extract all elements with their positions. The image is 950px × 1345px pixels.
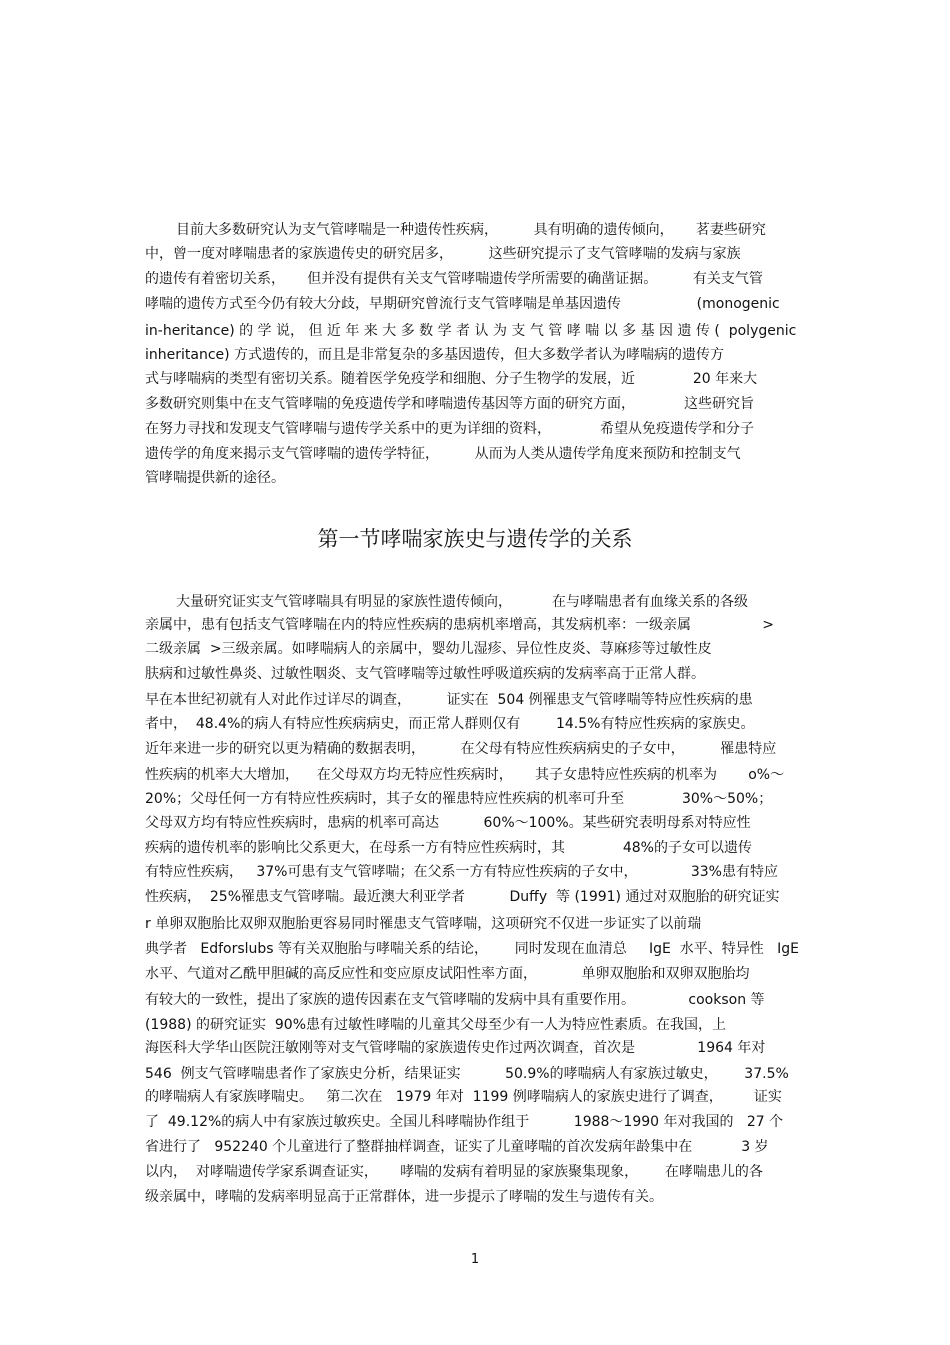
paragraph1-line-4: 哮喘的遗传方式至今仍有较大分歧，早期研究曾流行支气管哮喘是单基因遗传 (monogenic [145, 296, 780, 312]
paragraph2-line-16: 水平、气道对乙酰甲胆碱的高反应性和变应原皮试阳性率方面， 单卵双胞胎和双卵双胞胎均 [145, 966, 750, 982]
paragraph2-line-7: 近年来进一步的研究以更为精确的数据表明， 在父母有特应性疾病病史的子女中， 罹患特应 [145, 741, 777, 757]
paragraph2-line-3: 二级亲属 >三级亲属。如哮喘病人的亲属中，婴幼儿湿疹、异位性皮炎、荨麻疹等过敏性皮 [145, 641, 712, 657]
paragraph2-line-1: 大量研究证实支气管哮喘具有明显的家族性遗传倾向， 在与哮喘患者有血缘关系的各级 [176, 594, 749, 610]
paragraph2-line-4: 肤病和过敏性鼻炎、过敏性咽炎、支气管哮喘等过敏性呼吸道疾病的发病率高于正常人群。 [145, 666, 705, 682]
section-title: 第一节哮喘家族史与遗传学的关系 [317, 527, 633, 551]
paragraph2-line-12: 有特应性疾病， 37%可患有支气管哮喘；在父系一方有特应性疾病的子女中， 33%患有特应 [145, 864, 778, 880]
paragraph1-line-1: 目前大多数研究认为支气管哮喘是一种遗传性疾病， 具有明确的遗传倾向， 茗妻些研究 [176, 222, 766, 238]
paragraph1-line-5: in-heritance) 的 学 说， 但 近 年 来 大 多 数 学 者 认 为 支 气 管 哮 喘 以 多 基 因 遗 传 ( polygenic [145, 323, 797, 339]
paragraph1-line-9: 在努力寻找和发现支气管哮喘与遗传学关系中的更为详细的资料， 希望从免疫遗传学和分子 [145, 421, 754, 437]
paragraph2-line-9: 20%；父母任何一方有特应性疾病时，其子女的罹患特应性疾病的机率可升至 30%～50%； [145, 791, 773, 807]
paragraph2-line-13: 性疾病， 25%罹患支气管哮喘。最近澳大利亚学者 Duffy 等 (1991) 通过对双胞胎的研究证实 [145, 889, 780, 905]
paragraph2-line-11: 疾病的遗传机率的影响比父系更大，在母系一方有特应性疾病时，其 48%的子女可以遗传 [145, 840, 752, 856]
paragraph2-line-15: 典学者 Edforslubs 等有关双胞胎与哮喘关系的结论， 同时发现在血清总 IgE 水平、特异性 IgE [145, 941, 799, 957]
paragraph2-line-25: 级亲属中，哮喘的发病率明显高于正常群体，进一步提示了哮喘的发生与遗传有关。 [145, 1189, 663, 1205]
paragraph1-line-11: 管哮喘提供新的途径。 [145, 470, 285, 486]
paragraph1-line-7: 式与哮喘病的类型有密切关系。随着医学免疫学和细胞、分子生物学的发展，近 20 年来大 [145, 371, 758, 387]
paragraph1-line-10: 遗传学的角度来揭示支气管哮喘的遗传学特征， 从而为人类从遗传学角度来预防和控制支气 [145, 446, 741, 462]
paragraph2-line-21: 的哮喘病人有家族哮喘史。 第二次在 1979 年对 1199 例哮喘病人的家族史进行了调查， 证实 [145, 1089, 782, 1105]
paragraph1-line-3: 的遗传有着密切关系， 但并没有提供有关支气管哮喘遗传学所需要的确凿证据。 有关支气管 [145, 271, 763, 287]
paragraph2-line-5: 早在本世纪初就有人对此作过详尽的调查， 证实在 504 例罹患支气管哮喘等特应性疾病的患 [145, 692, 753, 708]
paragraph2-line-2: 亲属中，患有包括支气管哮喘在内的特应性疾病的患病机率增高，其发病机率：一级亲属 > [145, 617, 774, 633]
paragraph2-line-18: (1988) 的研究证实 90%患有过敏性哮喘的儿童其父母至少有一人为特应性素质。在我国，上 [145, 1017, 727, 1033]
paragraph2-line-14: r 单卵双胞胎比双卵双胞胎更容易同时罹患支气管哮喘，这项研究不仅进一步证实了以前瑞 [145, 916, 702, 932]
paragraph2-line-6: 者中， 48.4%的病人有特应性疾病病史，而正常人群则仅有 14.5%有特应性疾病的家族史。 [145, 716, 755, 732]
paragraph2-line-24: 以内， 对哮喘遗传学家系调查证实， 哮喘的发病有着明显的家族聚集现象， 在哮喘患儿的各 [145, 1164, 763, 1180]
page-number: 1 [470, 1252, 480, 1267]
paragraph2-line-19: 海医科大学华山医院汪敏刚等对支气管哮喘的家族遗传史作过两次调查，首次是 1964 年对 [145, 1040, 766, 1056]
paragraph1-line-2: 中，曾一度对哮喘患者的家族遗传史的研究居多， 这些研究提示了支气管哮喘的发病与家族 [145, 246, 741, 262]
paragraph1-line-6: inheritance) 方式遗传的，而且是非常复杂的多基因遗传，但大多数学者认为哮喘病的遗传方 [145, 347, 725, 363]
paragraph2-line-20: 546 例支气管哮喘患者作了家族史分析，结果证实 50.9%的哮喘病人有家族过敏史， 37.5% [145, 1066, 789, 1082]
paragraph2-line-22: 了 49.12%的病人中有家族过敏疾史。全国儿科哮喘协作组于 1988～1990 年对我国的 27 个 [145, 1114, 784, 1130]
paragraph2-line-10: 父母双方均有特应性疾病时，患病的机率可高达 60%～100%。某些研究表明母系对特应性 [145, 815, 751, 831]
paragraph1-line-8: 多数研究则集中在支气管哮喘的免疫遗传学和哮喘遗传基因等方面的研究方面， 这些研究旨 [145, 396, 754, 412]
paragraph2-line-23: 省进行了 952240 个儿童进行了整群抽样调查，证实了儿童哮喘的首次发病年龄集中在 3 岁 [145, 1139, 769, 1155]
paragraph2-line-17: 有较大的一致性，提出了家族的遗传因素在支气管哮喘的发病中具有重要作用。 cookson 等 [145, 992, 765, 1008]
paragraph2-line-8: 性疾病的机率大大增加， 在父母双方均无特应性疾病时， 其子女患特应性疾病的机率为 o%～ [145, 767, 785, 783]
